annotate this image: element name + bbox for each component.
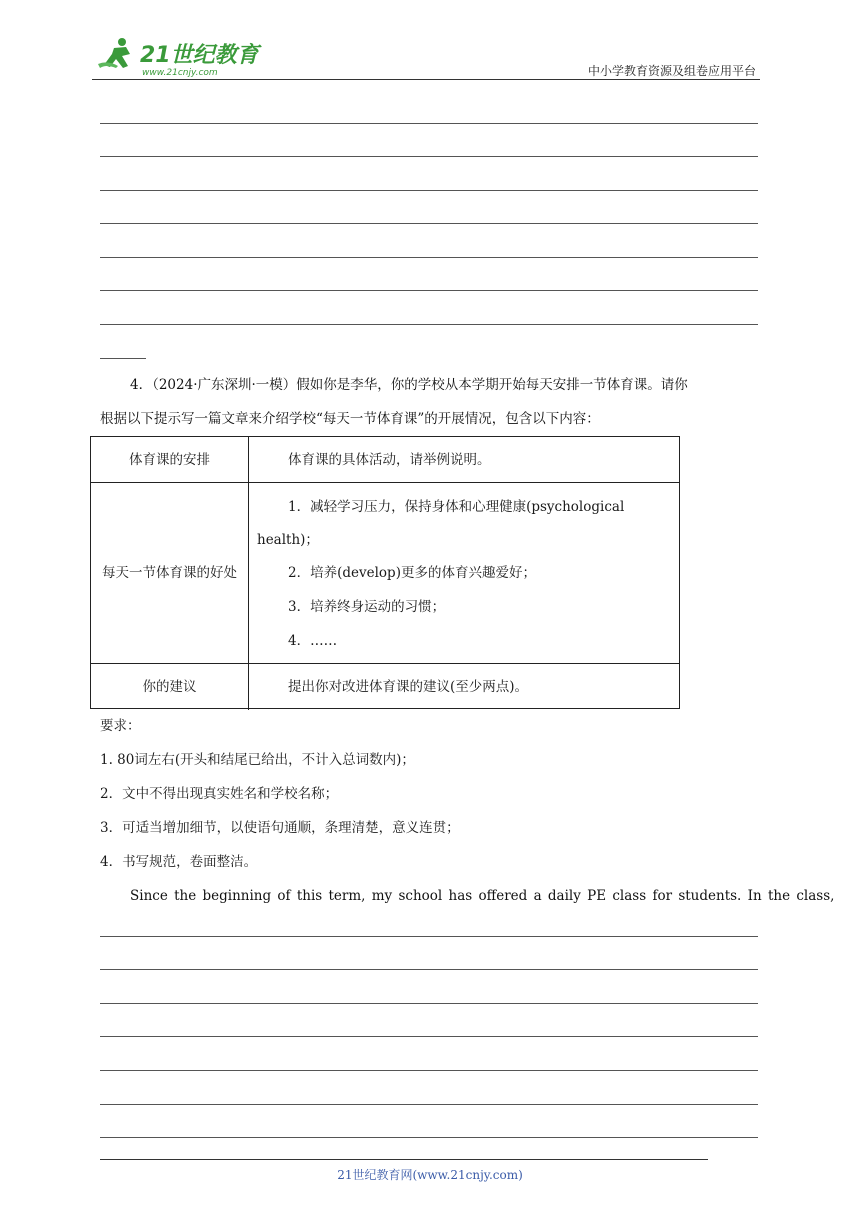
writing-line xyxy=(100,969,758,970)
table-row xyxy=(91,437,679,483)
svg-text:21世纪教育: 21世纪教育 xyxy=(140,43,259,68)
benefit-item: 4．…… xyxy=(288,633,338,649)
table-cell-label xyxy=(91,483,249,663)
table-cell-label: 你的建议 xyxy=(91,664,249,710)
writing-line xyxy=(100,1003,758,1004)
header-divider xyxy=(92,79,760,80)
benefit-item: 2．培养(develop)更多的体育兴趣爱好； xyxy=(288,565,536,581)
header-platform-name: 中小学教育资源及组卷应用平台 xyxy=(587,64,756,78)
table-cell-text: 每天一节体育课的好处 xyxy=(102,565,237,581)
requirement-item: 1. 80词左右(开头和结尾已给出，不计入总词数内)； xyxy=(100,752,415,768)
benefit-item: 3．培养终身运动的习惯； xyxy=(288,599,446,615)
prompt-table xyxy=(90,436,680,709)
benefit-item: health)； xyxy=(257,532,319,548)
writing-line xyxy=(100,936,758,937)
footer-divider xyxy=(100,1159,708,1160)
table-row xyxy=(91,483,679,664)
table-cell-text: 提出你对改进体育课的建议(至少两点)。 xyxy=(288,679,529,695)
table-cell-label: 体育课的安排 xyxy=(91,437,249,482)
table-cell-content xyxy=(249,664,679,710)
writing-line xyxy=(100,1104,758,1105)
requirement-item: 4．书写规范，卷面整洁。 xyxy=(100,854,258,870)
writing-line xyxy=(100,156,758,157)
writing-line xyxy=(100,1036,758,1037)
writing-line xyxy=(100,190,758,191)
site-logo xyxy=(92,34,262,78)
essay-opening: Since the beginning of this term, my school has offered a daily PE class for students. In the class, xyxy=(130,888,835,904)
writing-line xyxy=(100,223,758,224)
requirements-title: 要求： xyxy=(100,718,141,734)
writing-line xyxy=(100,257,758,258)
writing-line xyxy=(100,324,758,325)
page-header xyxy=(92,30,760,80)
table-cell-content xyxy=(249,483,679,663)
writing-line-short xyxy=(100,358,146,359)
question-line-2: 根据以下提示写一篇文章来介绍学校“每天一节体育课”的开展情况，包含以下内容： xyxy=(100,411,600,427)
table-cell-text: 体育课的具体活动，请举例说明。 xyxy=(288,452,491,468)
table-row xyxy=(91,664,679,710)
writing-line xyxy=(100,1137,758,1138)
question-line-1: 4．（2024·广东深圳·一模）假如你是李华，你的学校从本学期开始每天安排一节体育课。请你 xyxy=(130,377,688,393)
requirement-item: 2．文中不得出现真实姓名和学校名称； xyxy=(100,786,339,802)
footer-link[interactable]: 21世纪教育网(www.21cnjy.com) xyxy=(337,1168,523,1182)
requirement-item: 3．可适当增加细节，以使语句通顺，条理清楚，意义连贯； xyxy=(100,820,460,836)
writing-line xyxy=(100,290,758,291)
svg-text:www.21cnjy.com: www.21cnjy.com xyxy=(142,68,218,78)
writing-line xyxy=(100,123,758,124)
benefit-item: 1．减轻学习压力，保持身体和心理健康(psychological xyxy=(288,499,625,515)
table-cell-content xyxy=(249,437,679,482)
writing-line xyxy=(100,1070,758,1071)
